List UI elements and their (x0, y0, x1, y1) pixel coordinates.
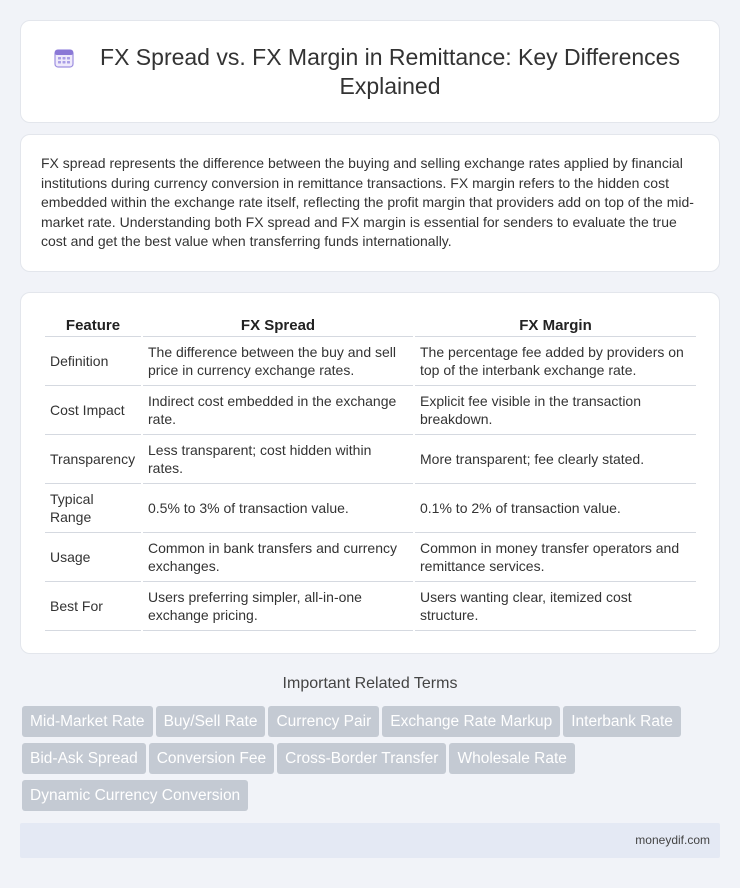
related-terms-title: Important Related Terms (282, 675, 458, 692)
fx-spread-cell: Users preferring simpler, all-in-one exchange pricing. (143, 582, 413, 631)
page-title: FX Spread vs. FX Margin in Remittance: Key Differences Explained (100, 44, 680, 99)
fx-spread-cell: Less transparent; cost hidden within rates. (143, 435, 413, 484)
tag-cross-border-transfer[interactable]: Cross-Border Transfer (277, 743, 446, 774)
tag-interbank-rate[interactable]: Interbank Rate (563, 706, 681, 737)
header-card (20, 20, 720, 123)
footer-bar (20, 823, 720, 858)
intro-card (20, 134, 720, 272)
fx-margin-cell: 0.1% to 2% of transaction value. (415, 484, 696, 533)
related-terms-list (22, 706, 722, 817)
tag-currency-pair[interactable]: Currency Pair (268, 706, 379, 737)
table-row (45, 582, 696, 631)
table-row (45, 484, 696, 533)
fx-margin-cell: More transparent; fee clearly stated. (415, 435, 696, 484)
feature-cell: Cost Impact (45, 386, 141, 435)
table-row (45, 386, 696, 435)
tag-bid-ask-spread[interactable]: Bid-Ask Spread (22, 743, 146, 774)
tag-wholesale-rate[interactable]: Wholesale Rate (449, 743, 574, 774)
fx-margin-cell: Users wanting clear, itemized cost structure. (415, 582, 696, 631)
footer-site[interactable]: moneydif.com (635, 833, 710, 847)
fx-spread-cell: 0.5% to 3% of transaction value. (143, 484, 413, 533)
feature-cell: Transparency (45, 435, 141, 484)
header-fx-spread: FX Spread (143, 315, 413, 337)
fx-margin-cell: Explicit fee visible in the transaction breakdown. (415, 386, 696, 435)
feature-cell: Best For (45, 582, 141, 631)
header-feature: Feature (45, 315, 141, 337)
tag-exchange-rate-markup[interactable]: Exchange Rate Markup (382, 706, 560, 737)
tag-conversion-fee[interactable]: Conversion Fee (149, 743, 274, 774)
feature-cell: Definition (45, 337, 141, 386)
tag-buy-sell-rate[interactable]: Buy/Sell Rate (156, 706, 266, 737)
fx-spread-cell: Common in bank transfers and currency exchanges. (143, 533, 413, 582)
feature-cell: Typical Range (45, 484, 141, 533)
tag-dynamic-currency-conversion[interactable]: Dynamic Currency Conversion (22, 780, 248, 811)
comparison-table (43, 315, 698, 631)
fx-margin-cell: Common in money transfer operators and remittance services. (415, 533, 696, 582)
calendar-icon (53, 47, 75, 69)
fx-spread-cell: Indirect cost embedded in the exchange rate. (143, 386, 413, 435)
intro-paragraph: FX spread represents the difference between the buying and selling exchange rates applied by financial institutions during currency conversion in remittance transactions. FX margin refers to the hidden cost embedded within the exchange rate itself, reflecting the profit margin that providers add on top of the mid-market rate. Understanding both FX spread and FX margin is essential for senders to evaluate the true cost and get the best value when transferring funds internationally. (41, 155, 694, 249)
feature-cell: Usage (45, 533, 141, 582)
table-row (45, 533, 696, 582)
table-header-row (45, 315, 696, 337)
table-row (45, 435, 696, 484)
fx-spread-cell: The difference between the buy and sell price in currency exchange rates. (143, 337, 413, 386)
fx-margin-cell: The percentage fee added by providers on top of the interbank exchange rate. (415, 337, 696, 386)
tag-mid-market-rate[interactable]: Mid-Market Rate (22, 706, 153, 737)
comparison-card (20, 292, 720, 654)
table-row (45, 337, 696, 386)
header-fx-margin: FX Margin (415, 315, 696, 337)
